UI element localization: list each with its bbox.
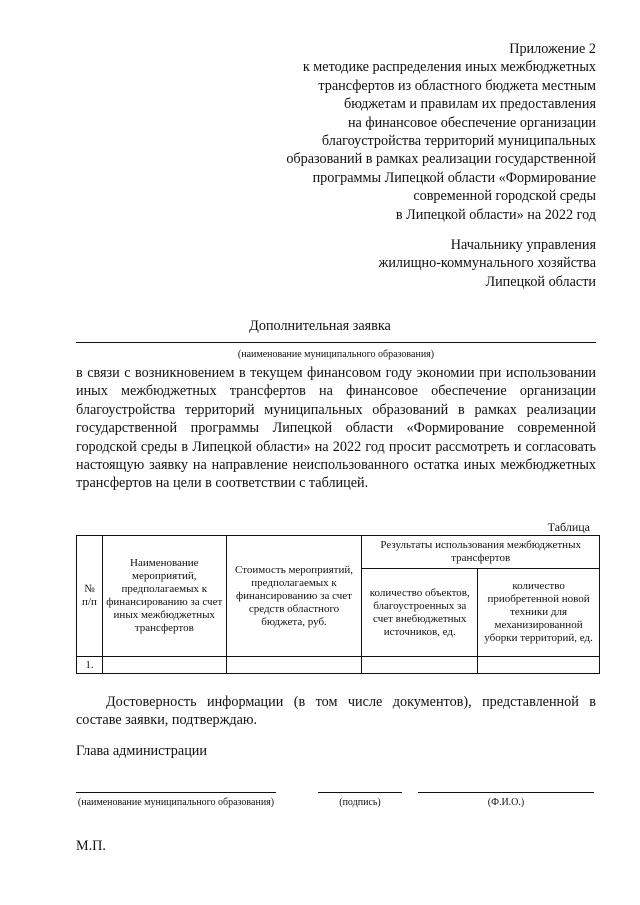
- fio-caption: (Ф.И.О.): [487, 797, 525, 808]
- stamp-place-label: М.П.: [76, 838, 106, 854]
- cell-cost[interactable]: [226, 657, 362, 674]
- cell-number: 1.: [77, 657, 103, 674]
- appendix-header: [236, 40, 596, 224]
- cell-equipment[interactable]: [478, 657, 600, 674]
- col-header-events: Наименование мероприятий, предполагаемых к финансированию за счет иных межбюджетных трансфертов: [102, 536, 226, 657]
- col-header-number: № п/п: [77, 536, 103, 657]
- municipality-name-caption: (наименование муниципального образования): [237, 349, 435, 360]
- table-row: [77, 657, 600, 674]
- addressee: [236, 236, 596, 291]
- signature-line: [318, 792, 402, 793]
- col-header-equipment: количество приобретенной новой техники для механизированной уборки территорий, ед.: [478, 569, 600, 657]
- municipality-signature-caption: (наименование муниципального образования): [77, 797, 275, 808]
- head-of-administration-label: Глава администрации: [76, 743, 207, 759]
- col-header-objects: количество объектов, благоустроенных за счет внебюджетных источников, ед.: [362, 569, 478, 657]
- municipality-signature-line: [76, 792, 276, 793]
- addressee-line: Липецкой области: [485, 273, 596, 290]
- col-header-results: Результаты использования межбюджетных трансфертов: [362, 536, 600, 569]
- cell-events[interactable]: [102, 657, 226, 674]
- appendix-line: благоустройства территорий муниципальных: [321, 133, 596, 150]
- appendix-line: к методике распределения иных межбюджетных: [302, 59, 596, 76]
- confirmation-text: Достоверность информации (в том числе документов), представленной в составе заявки, подтверждаю.: [76, 694, 596, 729]
- appendix-line: трансфертов из областного бюджета местным: [318, 77, 596, 94]
- addressee-line: Начальнику управления: [450, 237, 596, 253]
- request-table: [76, 535, 600, 674]
- document-title: Дополнительная заявка: [249, 318, 391, 334]
- appendix-line: программы Липецкой области «Формирование: [312, 169, 596, 186]
- table-label: Таблица: [547, 520, 590, 534]
- cell-objects[interactable]: [362, 657, 478, 674]
- table-header-row: [77, 536, 600, 569]
- col-header-cost: Стоимость мероприятий, предполагаемых к финансированию за счет средств областного бюджета, руб.: [226, 536, 362, 657]
- signature-caption: (подпись): [339, 797, 381, 808]
- appendix-line: в Липецкой области» на 2022 год: [395, 206, 596, 223]
- addressee-line: жилищно-коммунального хозяйства: [378, 255, 596, 272]
- municipality-name-line: [76, 342, 596, 343]
- appendix-line: Приложение 2: [509, 41, 596, 57]
- appendix-line: бюджетам и правилам их предоставления: [343, 96, 596, 113]
- request-body-text: в связи с возникновением в текущем финансовом году экономии при использовании иных межбюджетных трансфертов на финансовое обеспечение организации благоустройства территорий муниципальных образований в рамках реализации государственной программы Липецкой области «Формирование современной городской среды в Липецкой области» на 2022 год просит рассмотреть и согласовать настоящую заявку на направление неиспользованного остатка иных межбюджетных трансфертов на цели в соответствии с таблицей.: [76, 365, 596, 492]
- fio-line: [418, 792, 594, 793]
- appendix-line: на финансовое обеспечение организации: [347, 114, 596, 131]
- appendix-line: образований в рамках реализации государственной: [286, 151, 596, 168]
- appendix-line: современной городской среды: [413, 188, 596, 205]
